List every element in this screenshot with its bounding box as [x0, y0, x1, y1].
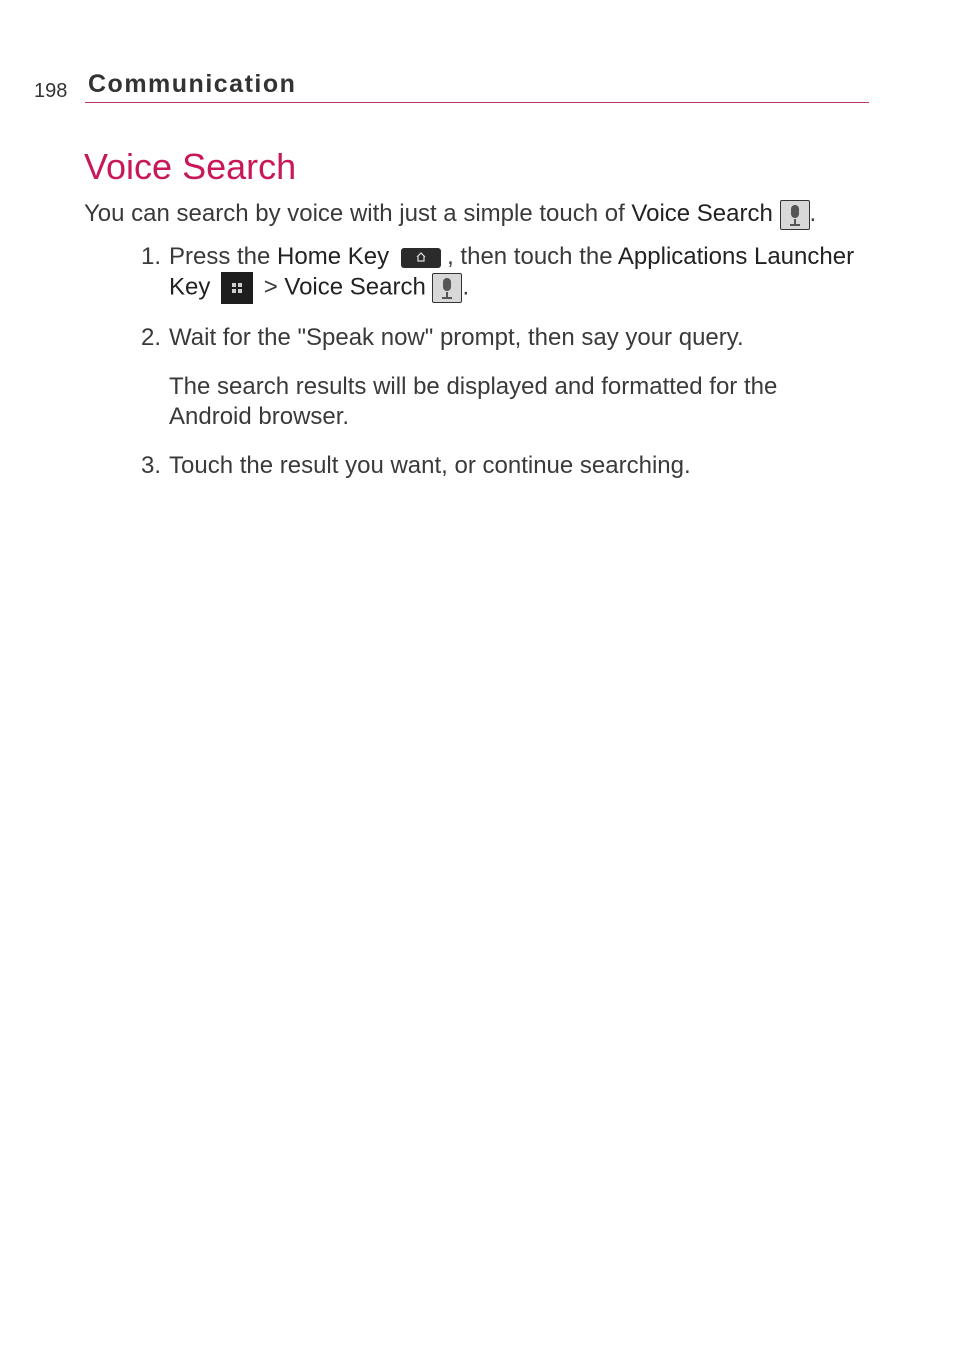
app-grid-icon [221, 272, 253, 304]
page-number: 198 [34, 80, 68, 102]
home-icon [401, 248, 441, 268]
step-end: . [462, 273, 470, 301]
step-text: Wait for the "Speak now" prompt, then say your query. [169, 324, 744, 351]
step-text: > [257, 273, 285, 301]
step-text: , then touch the [447, 243, 618, 270]
step-number: 2. [141, 324, 162, 351]
page-header [34, 70, 869, 104]
voice-search-label: Voice Search [284, 273, 426, 301]
launcher-key-label: Applications Launcher Key [169, 243, 855, 301]
header-divider [85, 102, 869, 103]
step-number: 3. [141, 452, 162, 479]
microphone-icon [432, 273, 462, 303]
step-text: Press the [169, 243, 278, 270]
step-number: 1. [141, 243, 162, 270]
page-title: Voice Search [84, 146, 297, 187]
step-1 [141, 242, 861, 304]
step-3 [141, 451, 861, 481]
step-note: The search results will be displayed and formatted for the Android browser. [169, 373, 778, 430]
steps-list [141, 242, 861, 500]
step-text: Touch the result you want, or continue searching. [169, 452, 691, 479]
step-2 [141, 323, 861, 353]
intro-end: . [809, 200, 817, 227]
intro-bold: Voice Search [631, 200, 773, 227]
microphone-icon [780, 200, 810, 230]
section-title: Communication [88, 70, 297, 98]
home-key-label: Home Key [277, 243, 390, 270]
intro-paragraph [84, 196, 816, 232]
intro-text: You can search by voice with just a simple touch of [84, 200, 632, 227]
